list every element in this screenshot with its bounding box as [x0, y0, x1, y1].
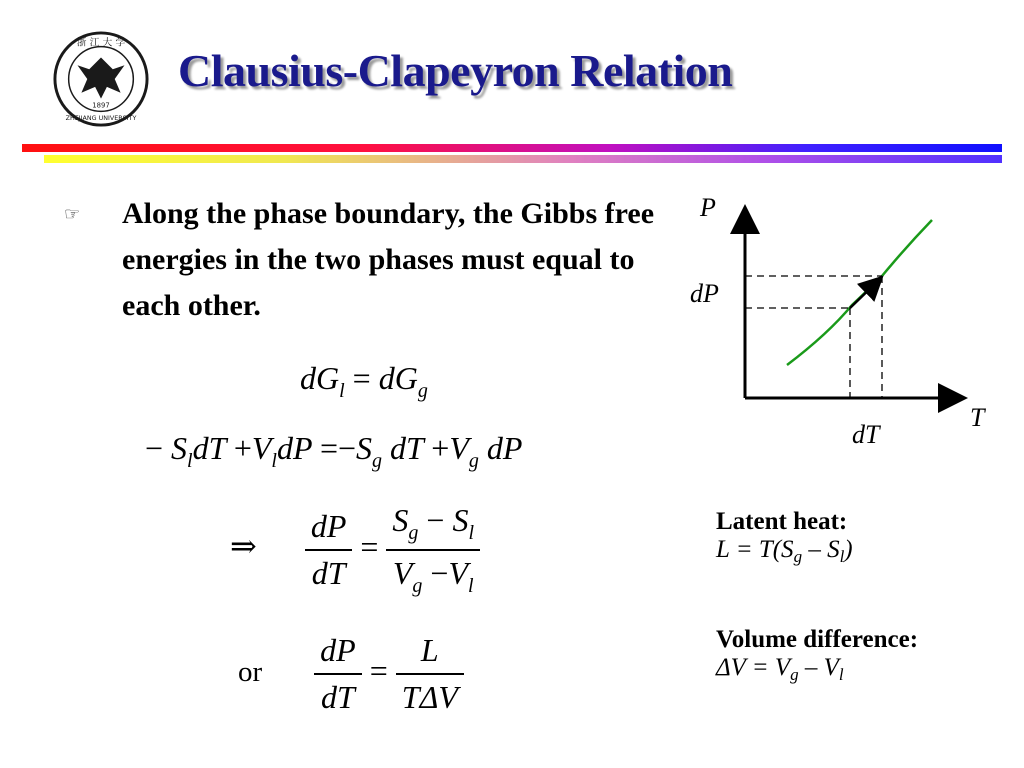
pointing-hand-icon: ☞ — [64, 204, 81, 224]
slide-title: Clausius-Clapeyron Relation — [178, 45, 733, 96]
logo-year: 1897 — [92, 101, 110, 110]
dt-label: dT — [852, 420, 880, 449]
phase-boundary-graph — [680, 185, 1010, 455]
header-divider-top — [22, 144, 1002, 152]
latent-heat-formula: $L = T(S_g - S_l)$ — [716, 536, 853, 566]
volume-difference-heading: Volume difference: — [716, 626, 919, 653]
latent-heat-heading: Latent heat: — [716, 508, 848, 535]
equation-gibbs-equal: $dG_l = dG_g$ — [300, 360, 428, 402]
equation-clapeyron-entropy-volume: ⇒ $\frac{dP}{dT}$ = $\frac{S_g - S_l}{V_g -V_l}$ — [230, 502, 480, 598]
phase-boundary-curve — [787, 220, 932, 365]
equation-clapeyron-latent-heat: or $\frac{dP}{dT}$ = $\frac{L}{\text{TΔV}}$ — [238, 632, 464, 716]
y-axis-label: P — [700, 193, 716, 222]
logo-top-text: 浙 江 大 学 — [76, 37, 126, 49]
dp-label: dP — [690, 279, 719, 308]
zhejiang-university-logo — [52, 30, 150, 128]
volume-difference-formula: $\Delta V = V_g - V_l$ — [716, 654, 844, 684]
volume-difference-note — [716, 626, 918, 685]
logo-bottom-text: ZHEJIANG UNIVERSITY — [65, 114, 137, 123]
bullet-text: Along the phase boundary, the Gibbs free energies in the two phases must equal to each other. — [122, 197, 655, 322]
implies-symbol: ⇒ — [230, 528, 257, 565]
x-axis-label: T — [970, 403, 985, 432]
latent-heat-note — [716, 508, 853, 567]
equation-differential-expansion: − $S_ldT +V_ldP =-S_g$ dT $+V_g$ dP — [145, 430, 523, 472]
tangent-arrow — [850, 279, 880, 308]
header-divider-bottom — [44, 155, 1002, 163]
